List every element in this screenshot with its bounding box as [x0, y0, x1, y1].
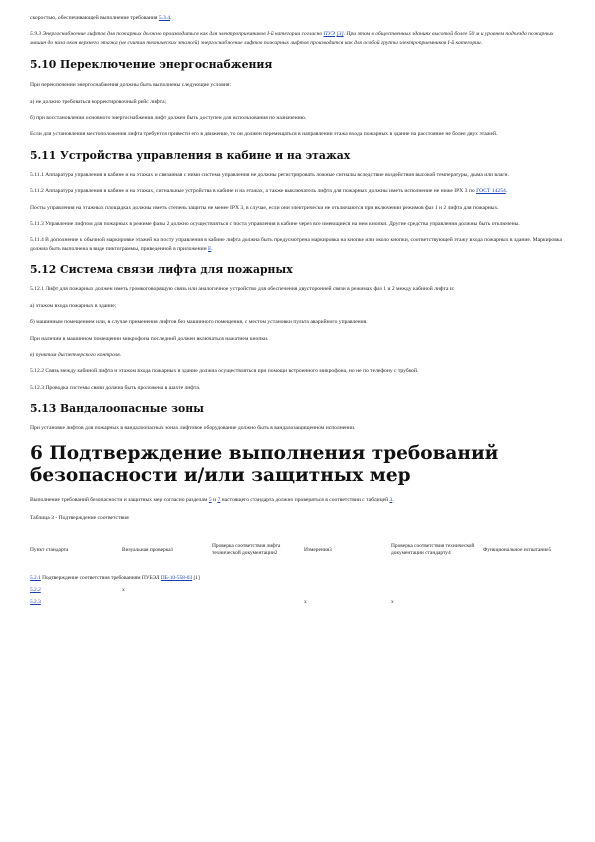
table-cell: x [391, 598, 394, 605]
paragraph-5-10-intro: При переключении энергоснабжения должны быть выполнены следующие условия: [30, 82, 232, 89]
table-row [30, 596, 567, 608]
table-caption: Таблица 3 - Подтверждение соответствия [30, 514, 129, 521]
ref-link-section-5[interactable]: 5 [208, 496, 212, 503]
table-header-cell: Визуальная проверка1 [122, 546, 174, 553]
paragraph-speed: скоростью, обеспечивающей выполнение требования 5.3.4. [30, 15, 172, 21]
table-header-cell: Проверка соответствия лифта технической документации2 [212, 542, 281, 557]
ref-link-5-2-2[interactable]: 5.2.2 [30, 586, 41, 593]
heading-5-11: 5.11 Устройства управления в кабине и на этажах [30, 148, 351, 162]
table-cell [483, 596, 567, 608]
paragraph-5-10-a: а) не должно требоваться корректировочный рейс лифта; [30, 98, 167, 105]
document-page [30, 14, 567, 608]
table-cell [30, 596, 122, 608]
paragraph-5-11-1: 5.11.1 Аппаратура управления в кабине и на этажах и связанная с ними система управления не должны регистрировать ложные сигналы вследствие воздействия высокой температуры, дыма или влаги. [30, 171, 509, 178]
ref-link-appendix-e[interactable]: Е [208, 245, 212, 252]
table-row [30, 584, 567, 596]
table-cell: x [304, 598, 307, 605]
table-cell [391, 584, 483, 596]
table-cell [212, 596, 304, 608]
paragraph-5-13: При установке лифтов для пожарных в вандалоопасных зонах лифтовое оборудование должно быть в вандалозащищенном исполнении. [30, 425, 356, 432]
table-cell [483, 584, 567, 596]
paragraph-5-12-1b: б) машинным помещением или, в случае применения лифтов без машинного помещения, с местом установки пульта аварийного управления. [30, 319, 368, 326]
table-header-cell: Пункт стандарта [30, 546, 69, 553]
paragraph-5-9-3: 5.9.3 Энергоснабжение лифтов для пожарных должно производиться как для электроприемников I-й категории согласно ПУЭ [3]. При этом в общественных зданиях высотой более 50 м и уровнем подъезда пожарных машин до низа окон верхнего этажа (не считая технических этажей) энергоснабжение лифтов пожарных лифтов производится как для особой группы электроприемников I-й категории. [30, 31, 554, 46]
table-row [30, 572, 567, 584]
paragraph-5-11-2b: Посты управления на этажных площадках должны иметь степень защиты не менее IPX 3, в случае, если они электрически не отключаются при включении режимов фаз 1 и 2 лифта для пожарных. [30, 204, 499, 211]
paragraph-5-12-1d: в) пунктом диспетчерского контроля. [30, 351, 122, 358]
paragraph-5-12-2: 5.12.2 Связь между кабиной лифта и этажом входа пожарных в здание должна осуществляться при помощи встроенного микрофона, но не по телефону с трубкой. [30, 368, 419, 375]
paragraph-5-12-1: 5.12.1 Лифт для пожарных должен иметь громкоговорящую связь или аналогичное устройство для обеспечения двусторонней связи в режимах фаз 1 и 2 между кабиной лифта и: [30, 286, 455, 293]
table-header-cell: Функциональное испытание5 [483, 546, 552, 553]
ref-link-section-7[interactable]: 7 [217, 496, 221, 503]
ref-link-cite-3[interactable]: [3] [336, 31, 344, 38]
ref-link-pue[interactable]: ПУЭ [323, 31, 336, 38]
ref-link-534[interactable]: 5.3.4 [158, 15, 171, 21]
ref-link-5-2-1[interactable]: 5.2.1 [30, 574, 41, 581]
paragraph-5-11-4: 5.11.4 В дополнение к обычной маркировке этажей на посту управления в кабине лифта должна быть предусмотрена маркировка на кнопке или около кнопки, соответствующей этажу входа пожарных в здание. Маркировка должна быть выполнена в виде пиктограммы, приведенной в приложении Е. [30, 237, 562, 252]
table-cell [212, 584, 304, 596]
heading-section-6: 6 Подтверждение выполнения требований безопасности и/или защитных мер [30, 442, 499, 486]
heading-5-13: 5.13 Вандалоопасные зоны [30, 402, 204, 416]
paragraph-6: Выполнение требований безопасности и защитных мер согласно разделам 5 и 7 настоящего стандарта должно проверяться в соответствии с таблицей 3. [30, 496, 394, 503]
ref-link-pb-10-558-03[interactable]: ПБ-10-558-03 [160, 574, 193, 581]
paragraph-5-12-1a: а) этажом входа пожарных в здание; [30, 302, 117, 309]
table-cell: x [122, 586, 125, 593]
paragraph-5-10-c: Если для установления местоположения лифта требуется привести его в движение, то он должен перемещаться в направлении этажа входа пожарных в здание на расстояние не более двух этажей. [30, 131, 498, 138]
table-header-row [30, 528, 567, 572]
table-header-cell: Измерения3 [304, 546, 332, 553]
paragraph-5-11-2: 5.11.2 Аппаратура управления в кабине и на этажах, сигнальные устройства в кабине и на этажах, а также выключатель лифта для пожарных должны иметь исполнение не ниже IPX 3 по ГОСТ 14254. [30, 188, 508, 195]
table-cell [304, 584, 391, 596]
ref-link-table-3[interactable]: 3 [389, 496, 393, 503]
table-header-cell: Проверка соответствия технической документации стандарту4 [391, 542, 475, 557]
table-cell [30, 584, 122, 596]
paragraph-5-11-3: 5.11.3 Управление лифтом для пожарных в режиме фазы 2 должно осуществляться с поста управления в кабине через все имеющиеся на нем кнопки. Другие средства управления должны быть отключены. [30, 221, 520, 228]
table-cell [122, 596, 212, 608]
paragraph-5-12-3: 5.12.3 Проводка системы связи должна быть проложена в шахте лифта. [30, 384, 201, 391]
heading-5-12: 5.12 Система связи лифта для пожарных [30, 263, 293, 277]
paragraph-5-12-1c: При наличии в машинном помещении микрофона последний должен включаться нажатием кнопки. [30, 335, 269, 342]
table-cell: 5.2.1 Подтверждение соответствия требованиям ПУБЭЛ ПБ-10-558-03 [1] [30, 574, 200, 581]
ref-link-5-2-3[interactable]: 5.2.3 [30, 598, 41, 605]
ref-link-gost-14254[interactable]: ГОСТ 14254 [476, 188, 506, 195]
paragraph-5-10-b: б) при восстановлении основного энергоснабжения лифт должен быть доступен для использования по назначению. [30, 115, 307, 122]
heading-5-10: 5.10 Переключение энергоснабжения [30, 58, 273, 72]
conformity-table [30, 528, 567, 608]
